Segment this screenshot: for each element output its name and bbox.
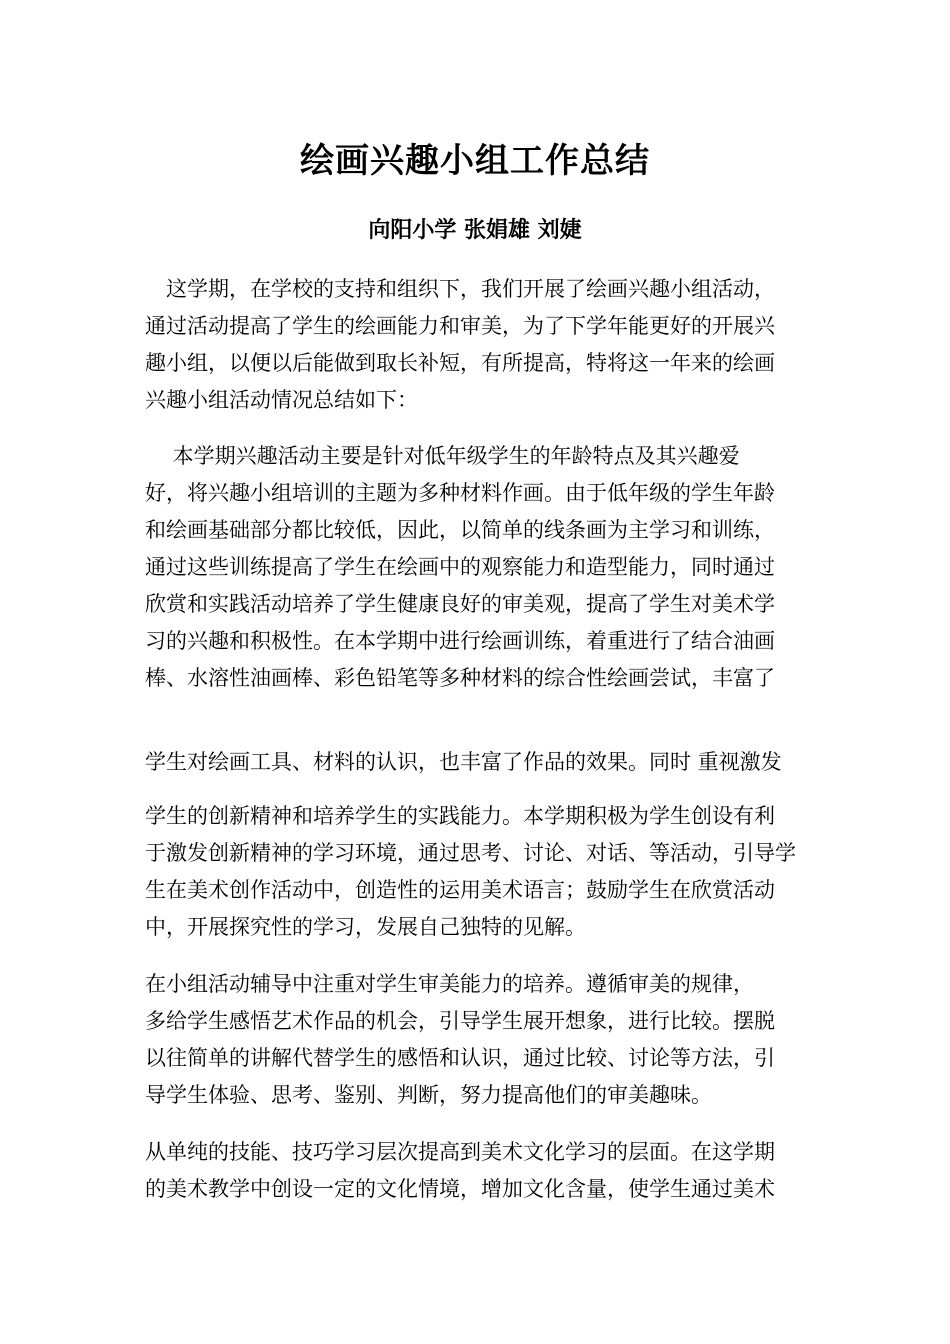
paragraph-4: [145, 798, 807, 946]
text-line: 学生的创新精神和培养学生的实践能力。本学期积极为学生创设有利: [145, 804, 775, 828]
text-line: 好，将兴趣小组培训的主题为多种材料作画。由于低年级的学生年龄: [145, 481, 775, 505]
paragraph-3: [145, 744, 807, 781]
paragraph-2: [145, 438, 807, 697]
text-line: 在小组活动辅导中注重对学生审美能力的培养。遵循审美的规律，: [145, 972, 754, 996]
document-title: 绘画兴趣小组工作总结: [300, 141, 650, 181]
document-byline: 向阳小学 张娟雄 刘婕: [368, 217, 582, 243]
text-line: 通过这些训练提高了学生在绘画中的观察能力和造型能力，同时通过: [145, 555, 775, 579]
text-line: 从单纯的技能、技巧学习层次提高到美术文化学习的层面。在这学期: [145, 1140, 775, 1164]
paragraph-1: [145, 271, 807, 419]
text-line: 学生对绘画工具、材料的认识，也丰富了作品的效果。同时 重视激发: [145, 750, 782, 774]
text-line: 于激发创新精神的学习环境，通过思考、讨论、对话、等活动，引导学: [145, 841, 796, 865]
text-line: 通过活动提高了学生的绘画能力和审美，为了下学年能更好的开展兴: [145, 314, 775, 338]
text-line: 欣赏和实践活动培养了学生健康良好的审美观，提高了学生对美术学: [145, 592, 775, 616]
text-line: 生在美术创作活动中，创造性的运用美术语言；鼓励学生在欣赏活动: [145, 878, 775, 902]
text-line: 棒、水溶性油画棒、彩色铅笔等多种材料的综合性绘画尝试，丰富了: [145, 666, 775, 690]
text-line: 趣小组，以便以后能做到取长补短，有所提高，特将这一年来的绘画: [145, 351, 775, 375]
text-line: 以往简单的讲解代替学生的感悟和认识，通过比较、讨论等方法，引: [145, 1046, 775, 1070]
text-line: 的美术教学中创设一定的文化情境，增加文化含量，使学生通过美术: [145, 1177, 775, 1201]
text-line: 多给学生感悟艺术作品的机会，引导学生展开想象，进行比较。摆脱: [145, 1009, 775, 1033]
text-line: 习的兴趣和积极性。在本学期中进行绘画训练，着重进行了结合油画: [145, 629, 775, 653]
text-line: 和绘画基础部分都比较低，因此，以简单的线条画为主学习和训练，: [145, 518, 775, 542]
text-line: 中，开展探究性的学习，发展自己独特的见解。: [145, 915, 586, 939]
paragraph-5: [145, 966, 807, 1114]
text-line: 这学期，在学校的支持和组织下，我们开展了绘画兴趣小组活动，: [145, 277, 775, 301]
text-line: 导学生体验、思考、鉴别、判断，努力提高他们的审美趣味。: [145, 1083, 712, 1107]
paragraph-6: [145, 1134, 807, 1208]
text-line: 兴趣小组活动情况总结如下：: [145, 388, 418, 412]
text-line: 本学期兴趣活动主要是针对低年级学生的年龄特点及其兴趣爱: [145, 444, 740, 468]
